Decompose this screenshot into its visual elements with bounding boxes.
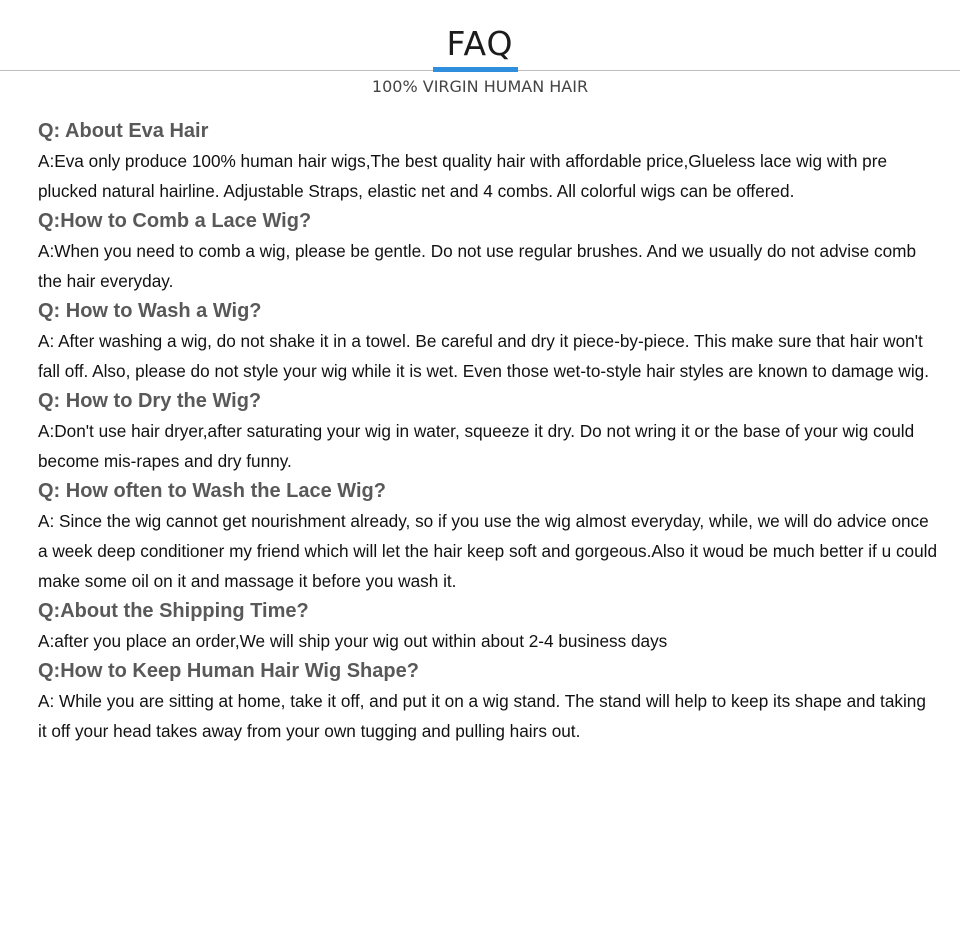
faq-answer: A:Eva only produce 100% human hair wigs,The best quality hair with affordable price,Glueless lace wig with pre plucked natural hairline. Adjustable Straps, elastic net and 4 combs. All colorful wigs can be offered. <box>38 151 888 201</box>
faq-item-wash-frequency <box>38 476 938 596</box>
faq-answer: A: While you are sitting at home, take it off, and put it on a wig stand. The stand will help to keep its shape and taking it off your head takes away from your own tugging and pulling hairs out. <box>38 691 926 741</box>
faq-answer: A:after you place an order,We will ship your wig out within about 2-4 business days <box>38 631 668 651</box>
title-underline-accent <box>433 67 518 72</box>
faq-item-keep-wig-shape <box>38 656 938 746</box>
faq-answer: A:Don't use hair dryer,after saturating your wig in water, squeeze it dry. Do not wring it or the base of your wig could become mis-rapes and dry funny. <box>38 421 915 471</box>
faq-question: Q: How to Dry the Wig? <box>38 390 262 412</box>
page-title: FAQ <box>446 24 514 63</box>
page-header <box>0 0 960 100</box>
faq-answer: A: After washing a wig, do not shake it in a towel. Be careful and dry it piece-by-piece. This make sure that hair won't fall off. Also, please do not style your wig while it is wet. Even those wet-to-style hair styles are known to damage wig. <box>38 331 929 381</box>
faq-item-dry-wig <box>38 386 938 476</box>
faq-list <box>38 116 938 746</box>
faq-question: Q:About the Shipping Time? <box>38 600 309 622</box>
faq-item-about-eva-hair <box>38 116 938 206</box>
faq-item-shipping-time <box>38 596 938 656</box>
faq-question: Q: How often to Wash the Lace Wig? <box>38 480 386 502</box>
faq-answer: A:When you need to comb a wig, please be gentle. Do not use regular brushes. And we usually do not advise comb the hair everyday. <box>38 241 917 291</box>
faq-item-comb-lace-wig <box>38 206 938 296</box>
page-subtitle: 100% VIRGIN HUMAN HAIR <box>371 77 589 96</box>
faq-question: Q: About Eva Hair <box>38 120 209 142</box>
faq-question: Q:How to Comb a Lace Wig? <box>38 210 312 232</box>
faq-question: Q:How to Keep Human Hair Wig Shape? <box>38 660 419 682</box>
faq-item-wash-wig <box>38 296 938 386</box>
faq-question: Q: How to Wash a Wig? <box>38 300 262 322</box>
faq-answer: A: Since the wig cannot get nourishment already, so if you use the wig almost everyday, while, we will do advice once a week deep conditioner my friend which will let the hair keep soft and gorgeous.Also it woud be much better if u could make some oil on it and massage it before you wash it. <box>38 511 938 591</box>
